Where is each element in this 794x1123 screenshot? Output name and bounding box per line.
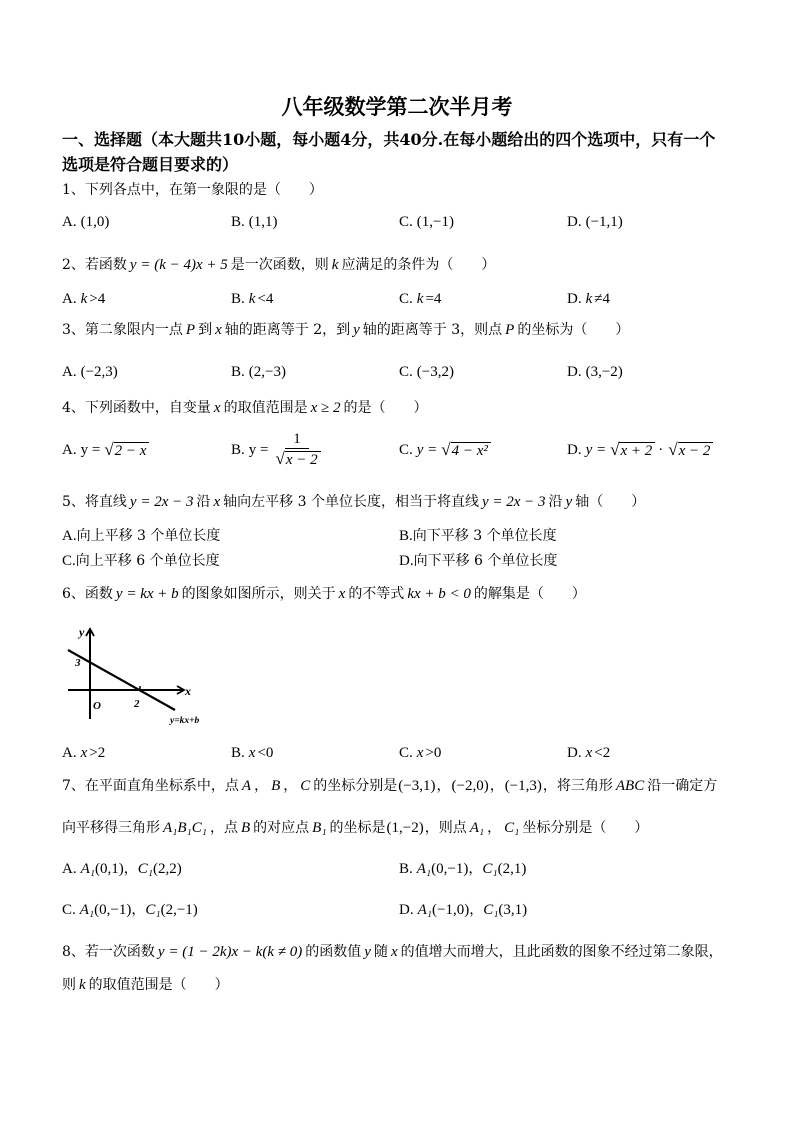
function-lhs: y = [585,441,607,458]
math-variable: B [240,820,251,836]
math-variable: x [213,494,221,510]
question-text: ， [254,778,269,794]
question-text: 的函数值 [305,944,362,960]
question-3-option-c [399,364,454,380]
option-label: C. [399,214,413,230]
option-variable: x [416,745,424,761]
question-2-option-b [231,291,273,307]
section-heading-line-2: 选项是符合题目要求的） [62,155,239,174]
question-6-option-c [399,745,441,761]
option-variable: x [80,745,88,761]
option-relation: <0 [257,745,274,761]
option-label: D. [567,291,582,307]
question-7-option-c [62,902,198,918]
coordinate: (0,1) [94,861,124,877]
option-label: B. [399,861,413,877]
question-3-option-d [567,364,623,380]
question-6-option-a [62,745,105,761]
separator: ， [131,902,146,918]
option-label: C. [62,902,76,918]
option-relation: =4 [425,291,442,307]
question-text: 的坐标为（ ） [517,322,630,338]
question-text: 8、若一次函数 [62,944,155,960]
point-name: C₁ [482,861,498,877]
question-text: 轴的距离等于 3，则点 [362,322,503,338]
math-variable: x [215,322,222,338]
square-root [610,441,655,459]
question-1-option-a [62,214,109,230]
question-text: 7、在平面直角坐标系中，点 [62,778,239,794]
coordinate: (−3,1) [398,778,436,794]
math-variable: y [565,494,573,510]
radicand: 4 − x² [451,442,491,459]
function-lhs: y = [248,441,269,458]
function-lhs: y = [416,441,438,458]
question-6-graph [62,622,217,734]
coordinate: (0,−1) [94,902,132,918]
option-value: (1,0) [80,214,110,230]
y-axis-label: y [79,625,85,639]
question-text: 2、若函数 [62,257,127,273]
question-7-option-d [399,902,527,918]
radical-sign: √ [104,440,114,459]
question-5-stem [62,494,645,510]
question-text: 轴（ ） [575,494,646,510]
question-4-option-c [399,432,491,468]
section-heading-line-1: 一、选择题（本大题共10小题，每小题4分，共40分.在每小题给出的四个选项中，只有一个 [62,130,716,149]
coordinate: (2,2) [152,861,182,877]
option-label: A. [62,214,77,230]
question-text: 轴向左平移 3 个单位长度，相当于将直线 [223,494,479,510]
option-label: A. [62,441,77,458]
math-variable: C₁ [504,820,520,836]
option-variable: k [416,291,424,307]
math-variable: B₁ [312,820,327,836]
radicand: x − 2 [285,451,321,468]
coordinate: (0,−1) [431,861,469,877]
fraction-numerator: 1 [285,432,309,449]
point-name: A₁ [79,902,95,918]
math-variable: P [185,322,196,338]
option-label: C. [399,745,413,761]
option-variable: k [585,291,593,307]
option-label: A. [62,745,77,761]
option-relation: <2 [594,745,611,761]
question-3-stem [62,322,629,338]
coordinate: (1,−2) [386,820,424,836]
radical-sign: √ [668,440,678,459]
square-root [441,441,491,459]
question-1-option-d [567,214,623,230]
question-text: 随 [373,944,388,960]
question-1-option-c [399,214,454,230]
option-label: A. [62,364,77,380]
question-text: 的图象如图所示，则关于 [181,586,336,602]
question-text: 的对应点 [253,820,310,836]
question-5-option-b [399,528,557,544]
question-text: 沿一确定方 [647,778,718,794]
option-variable: x [585,745,593,761]
coordinate: (−2,0) [451,778,489,794]
question-text: 5、将直线 [62,494,127,510]
function-line [68,650,175,710]
question-text: 沿 [196,494,211,510]
math-variable: x [213,400,221,416]
question-text: ， [487,820,502,836]
coordinate: (−1,3) [504,778,542,794]
exam-title: 八年级数学第二次半月考 [281,94,513,119]
question-text: 则 [62,977,76,993]
question-text: ， [489,778,504,794]
question-4-stem [62,400,427,416]
option-label: D. [567,745,582,761]
question-5-option-d [399,553,557,569]
option-relation: >0 [425,745,442,761]
point-name: C₁ [483,902,499,918]
option-label: D. [567,441,582,458]
option-label: B. [231,291,245,307]
point-name: A₁ [80,861,95,877]
question-2-option-d [567,291,610,307]
option-label: B. [231,214,245,230]
option-label: C. [399,291,413,307]
math-expression: kx + b < 0 [407,586,471,602]
question-1-option-b [231,214,278,230]
point-name: A₁ [416,861,432,877]
x-axis-label: x [185,684,191,698]
option-label: D. [399,553,414,569]
question-text: 向平移得三角形 [62,820,160,836]
line-equation-label: y=kx+b [170,716,200,726]
origin-label: O [93,700,101,712]
question-text: 的是（ ） [343,400,428,416]
math-variable: k [79,977,86,993]
coordinate: (3,1) [498,902,528,918]
question-text: 的取值范围是 [223,400,308,416]
question-text: 到 [198,322,213,338]
coordinate: (2,1) [497,861,527,877]
square-root [668,441,713,459]
point-name: C₁ [137,861,153,877]
option-label: A. [62,528,77,544]
fraction-denominator [273,449,320,469]
option-relation: >4 [89,291,106,307]
radicand: x − 2 [678,442,714,459]
option-value: (1,−1) [416,214,454,230]
radical-sign: √ [275,448,285,468]
option-value: (−3,2) [416,364,454,380]
separator: ， [468,861,483,877]
option-label: C. [399,441,413,458]
question-text: 的取值范围是（ ） [88,977,229,993]
coordinate: (2,−1) [160,902,198,918]
question-5-option-a [62,528,220,544]
math-variable: x [338,586,346,602]
question-text: ，则点 [424,820,467,836]
question-text: 轴的距离等于 2，到 [224,322,351,338]
question-text: 4、下列函数中，自变量 [62,400,211,416]
option-label: D. [567,214,582,230]
option-variable: k [80,291,88,307]
option-text: 向下平移 3 个单位长度 [412,528,557,544]
question-text: ，点 [209,820,238,836]
question-6-option-b [231,745,273,761]
option-value: (−2,3) [80,364,118,380]
question-2-stem [62,257,495,273]
option-label: B. [231,745,245,761]
option-label: D. [399,902,414,918]
math-expression: x ≥ 2 [310,400,341,416]
option-label: C. [399,364,413,380]
option-value: (3,−2) [585,364,623,380]
math-expression: y = (k − 4)x + 5 [129,257,228,273]
radical-sign: √ [610,440,620,459]
option-label: A. [62,861,77,877]
math-variable: y [364,944,371,960]
option-value: (1,1) [248,214,278,230]
question-text: 6、函数 [62,586,113,602]
question-text: 是一次函数，则 [230,257,329,273]
square-root [104,441,149,459]
x-intercept-label: 2 [134,698,140,710]
math-variable: A₁ [469,820,485,836]
question-text: 的不等式 [348,586,405,602]
question-4-option-a [62,432,149,468]
question-3-option-a [62,364,118,380]
math-variable: ABC [615,778,645,794]
question-7-stem-line-2 [62,820,648,836]
math-expression: y = 2x − 3 [129,494,194,510]
math-expression: y = kx + b [115,586,179,602]
question-text: 的坐标分别是 [313,778,398,794]
question-7-stem-line-1 [62,778,717,794]
option-label: B. [231,441,245,458]
question-6-option-d [567,745,610,761]
question-text: 坐标分别是（ ） [522,820,649,836]
math-variable: x [390,944,398,960]
point-name: A₁ [417,902,432,918]
math-expression: y = (1 − 2k)x − k(k ≠ 0) [157,944,303,960]
question-text: 的值增大而增大，且此函数的图象不经过第二象限， [400,944,723,960]
question-text: ， [436,778,451,794]
option-relation: ≠4 [594,291,610,307]
question-5-option-c [62,553,220,569]
question-2-option-c [399,291,441,307]
y-intercept-label: 3 [75,657,81,669]
math-variable: C [300,778,311,794]
option-text: 向下平移 6 个单位长度 [413,553,558,569]
option-value: (2,−3) [248,364,286,380]
question-3-option-b [231,364,286,380]
radicand: x + 2 [619,442,655,459]
multiplication-dot: · [658,441,664,458]
option-value: (−1,1) [585,214,623,230]
question-2-option-a [62,291,105,307]
question-4-option-d [567,432,713,468]
option-label: B. [231,364,245,380]
question-text: 的坐标是 [329,820,386,836]
option-label: D. [567,364,582,380]
question-7-option-a [62,861,182,877]
question-8-stem-line-1 [62,944,723,960]
question-8-stem-line-2 [62,977,229,993]
question-6-stem [62,586,586,602]
question-4-option-b [231,432,321,468]
point-name: C₁ [145,902,161,918]
math-expression: y = 2x − 3 [481,494,546,510]
question-text: 应满足的条件为（ ） [341,257,496,273]
math-variable: B [271,778,281,794]
option-variable: k [248,291,256,307]
fraction [273,432,320,469]
math-variable: y [353,322,360,338]
math-variable: P [505,322,515,338]
radical-sign: √ [441,440,451,459]
math-variable: k [331,257,339,273]
option-label: B. [399,528,413,544]
question-7-option-b [399,861,526,877]
math-variable: A₁B₁C₁ [163,820,207,836]
option-text: 向上平移 6 个单位长度 [75,553,220,569]
question-text: ， [283,778,298,794]
radicand: 2 − x [114,442,150,459]
function-lhs: y = [80,441,101,458]
separator: ， [123,861,138,877]
option-label: A. [62,291,77,307]
question-1-stem: 1、下列各点中，在第一象限的是（ ） [62,182,323,198]
option-label: C. [62,553,76,569]
coordinate: (−1,0) [431,902,470,918]
option-relation: <4 [257,291,274,307]
question-text: ，将三角形 [542,778,613,794]
separator: ， [469,902,484,918]
question-text: 的解集是（ ） [473,586,586,602]
math-variable: A [241,778,252,794]
option-variable: x [248,745,256,761]
option-relation: >2 [89,745,106,761]
question-text: 沿 [548,494,563,510]
question-text: 3、第二象限内一点 [62,322,183,338]
square-root [275,450,320,468]
option-text: 向上平移 3 个单位长度 [76,528,221,544]
